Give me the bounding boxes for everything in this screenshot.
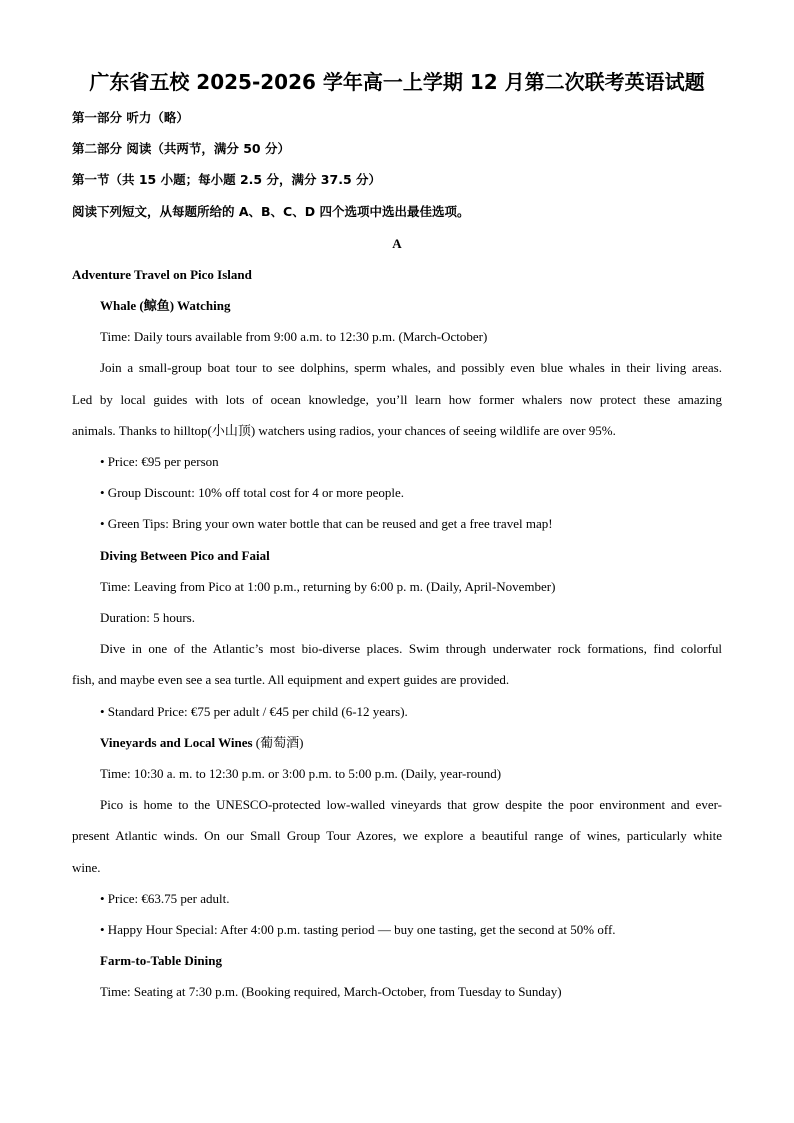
passage-title: Adventure Travel on Pico Island — [72, 267, 252, 282]
vineyards-desc-line-3: wine. — [72, 860, 101, 875]
part-one-heading: 第一部分 听力（略） — [72, 110, 189, 125]
diving-duration: Duration: 5 hours. — [100, 610, 195, 625]
whale-group-discount: • Group Discount: 10% off total cost for 4 or more people. — [100, 485, 404, 500]
whale-green-tips: • Green Tips: Bring your own water bottle that can be reused and get a free travel map! — [100, 516, 553, 531]
diving-time: Time: Leaving from Pico at 1:00 p.m., returning by 6:00 p. m. (Daily, April-November) — [100, 579, 556, 594]
vineyards-heading-gloss: (葡萄酒) — [252, 735, 304, 750]
whale-time: Time: Daily tours available from 9:00 a.m. to 12:30 p.m. (March-October) — [100, 329, 488, 344]
farm-heading: Farm-to-Table Dining — [100, 953, 222, 968]
diving-heading: Diving Between Pico and Faial — [100, 548, 270, 563]
document-title: 广东省五校 2025-2026 学年高一上学期 12 月第二次联考英语试题 — [89, 70, 705, 94]
vineyards-desc-line-2: present Atlantic winds. On our Small Group Tour Azores, we explore a beautiful range of wines, particularly white — [72, 828, 722, 843]
diving-desc-line-2: fish, and maybe even see a sea turtle. All equipment and expert guides are provided. — [72, 672, 510, 687]
passage-letter: A — [392, 236, 402, 251]
farm-time: Time: Seating at 7:30 p.m. (Booking required, March-October, from Tuesday to Sunday) — [100, 984, 562, 999]
diving-desc-line-1: Dive in one of the Atlantic’s most bio-diverse places. Swim through underwater rock formations, find colorful — [100, 641, 722, 656]
reading-instruction: 阅读下列短文，从每题所给的 A、B、C、D 四个选项中选出最佳选项。 — [72, 204, 470, 219]
vineyards-happy-hour: • Happy Hour Special: After 4:00 p.m. tasting period — buy one tasting, get the second at 50% off. — [100, 922, 616, 937]
vineyards-heading-text: Vineyards and Local Wines — [100, 735, 253, 750]
whale-desc-line-3: animals. Thanks to hilltop(小山顶) watchers using radios, your chances of seeing wildlife are over 95%. — [72, 423, 616, 438]
section-one-heading: 第一节（共 15 小题；每小题 2.5 分，满分 37.5 分） — [72, 172, 381, 187]
whale-desc-line-1: Join a small-group boat tour to see dolphins, sperm whales, and possibly even blue whales in their living areas. — [100, 360, 722, 375]
whale-desc-line-2: Led by local guides with lots of ocean knowledge, you’ll learn how former whalers now protect these amazing — [72, 392, 722, 407]
vineyards-desc-line-1: Pico is home to the UNESCO-protected low-walled vineyards that grow despite the poor environment and ever- — [100, 797, 722, 812]
part-two-heading: 第二部分 阅读（共两节，满分 50 分） — [72, 141, 290, 156]
vineyards-time: Time: 10:30 a. m. to 12:30 p.m. or 3:00 p.m. to 5:00 p.m. (Daily, year-round) — [100, 766, 502, 781]
vineyards-heading — [100, 735, 722, 751]
whale-price: • Price: €95 per person — [100, 454, 219, 469]
vineyards-price: • Price: €63.75 per adult. — [100, 891, 230, 906]
whale-heading: Whale (鲸鱼) Watching — [100, 298, 231, 313]
diving-price: • Standard Price: €75 per adult / €45 per child (6-12 years). — [100, 704, 408, 719]
